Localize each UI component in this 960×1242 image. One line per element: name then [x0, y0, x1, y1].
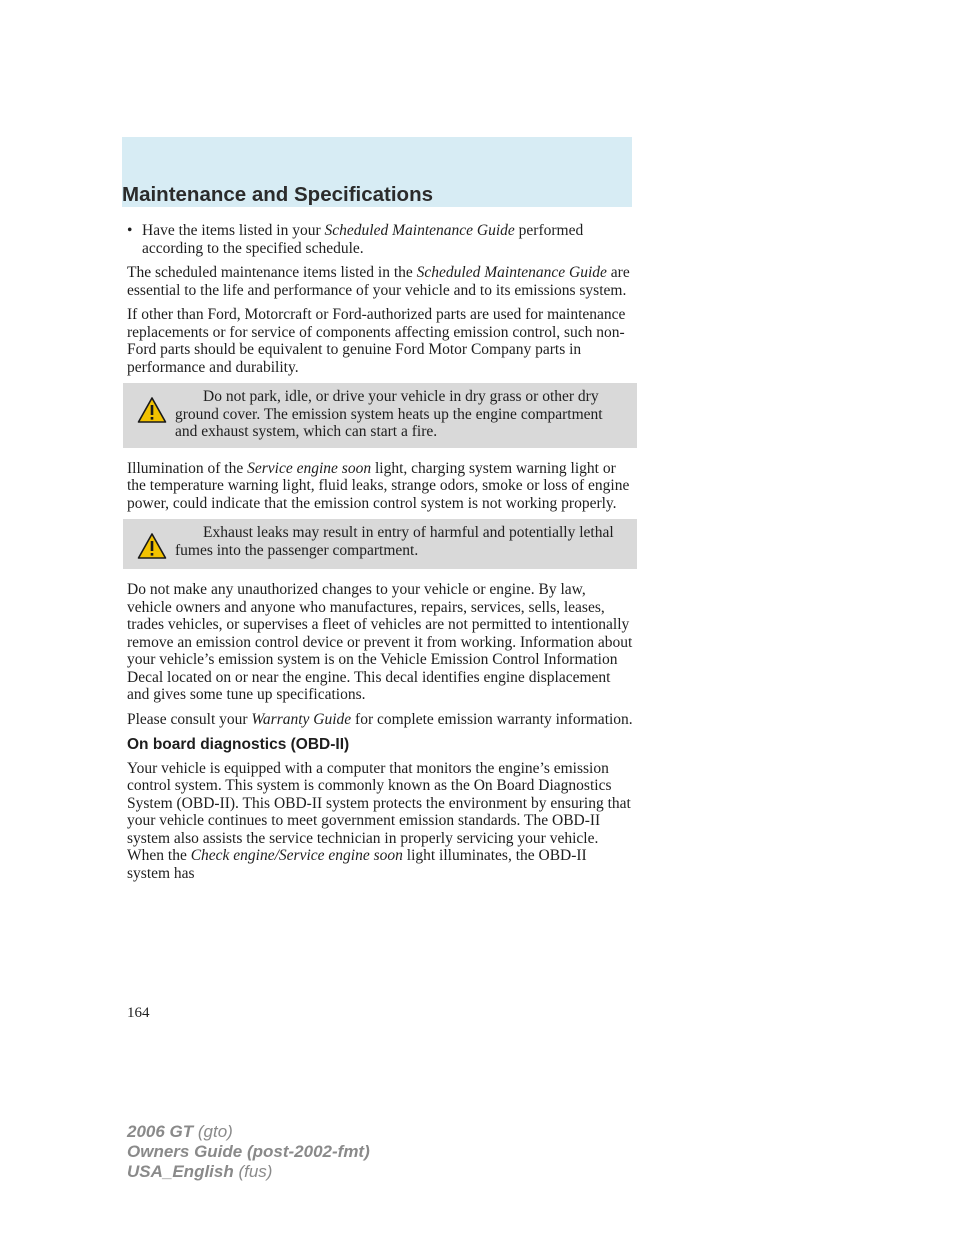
warning-box-exhaust: [123, 519, 637, 569]
footer-model: 2006 GT: [127, 1122, 194, 1141]
warning-triangle-icon: [137, 396, 167, 424]
para3-pre: Illumination of the: [127, 459, 248, 477]
bullet-text-post: performed according to the specified schedule.: [142, 222, 584, 257]
bullet-text-pre: Have the items listed in your: [142, 222, 325, 239]
footer-language: USA_English: [127, 1162, 234, 1181]
para1-post: are essential to the life and performance of your vehicle and to its emissions system.: [127, 264, 630, 299]
paragraph-obd: [127, 760, 633, 883]
paragraph-unauthorized-changes: Do not make any unauthorized changes to your vehicle or engine. By law, vehicle owners and anyone who manufactures, repairs, services, sells, leases, trades vehicles, or supervises a fleet of vehicles are not permitted to intentionally remove an emission control device or prevent it from working. Information about your vehicle’s emission system is on the Vehicle Emission Control Information Decal located on or near the engine. This decal identifies engine displacement and gives some tune up specifications.: [127, 581, 633, 703]
paragraph-illumination: [127, 460, 633, 513]
para3-post: light, charging system warning light or the temperature warning light, fluid leaks, strange odors, smoke or loss of engine power, could indicate that the emission control system is not working properly.: [127, 459, 630, 512]
footer-model-code: (gto): [193, 1122, 233, 1141]
para5-post: for complete emission warranty information.: [351, 710, 633, 728]
warning-text-fire: Do not park, idle, or drive your vehicle in dry grass or other dry ground cover. The emission system heats up the engine compartment and exhaust system, which can start a fire.: [175, 388, 603, 440]
para3-italic: Service engine soon: [247, 459, 372, 477]
subheading-obd: On board diagnostics (OBD-II): [127, 736, 350, 753]
document-footer: [127, 1122, 370, 1182]
page-content: [127, 222, 633, 889]
section-title: Maintenance and Specifications: [122, 183, 433, 206]
bullet-dot: •: [127, 222, 133, 239]
para5-pre: Please consult your: [127, 710, 252, 728]
para6-post: light illuminates, the OBD-II system has: [127, 847, 587, 882]
para5-italic: Warranty Guide: [251, 710, 352, 728]
para1-italic: Scheduled Maintenance Guide: [416, 264, 607, 281]
para1-pre: The scheduled maintenance items listed in the: [127, 264, 417, 281]
paragraph-scheduled-maintenance: [127, 264, 633, 299]
footer-line-2: Owners Guide (post-2002-fmt): [127, 1142, 370, 1161]
warning-box-fire: [123, 383, 637, 448]
paragraph-warranty: [127, 711, 633, 729]
footer-line-1: [127, 1122, 370, 1142]
footer-line-3: [127, 1162, 370, 1182]
footer-language-code: (fus): [233, 1162, 273, 1181]
warning-text-exhaust: Exhaust leaks may result in entry of harmful and potentially lethal fumes into the passenger compartment.: [175, 524, 614, 559]
paragraph-non-ford-parts: If other than Ford, Motorcraft or Ford-authorized parts are used for maintenance replacements or for service of components affecting emission control, such non-Ford parts should be equivalent to genuine Ford Motor Company parts in performance and durability.: [127, 306, 626, 376]
bullet-text-italic: Scheduled Maintenance Guide: [324, 222, 515, 239]
para6-pre: Your vehicle is equipped with a computer that monitors the engine’s emission control system. This system is commonly known as the On Board Diagnostics System (OBD-II). This OBD-II system protects the environment by ensuring that your vehicle continues to meet government emission standards. The OBD-II system also assists the service technician in properly servicing your vehicle. When the: [127, 759, 631, 864]
bullet-item: [127, 222, 633, 257]
para6-italic: Check engine/Service engine soon: [190, 847, 403, 864]
page-number: 164: [127, 1005, 150, 1021]
warning-triangle-icon: [137, 532, 167, 560]
